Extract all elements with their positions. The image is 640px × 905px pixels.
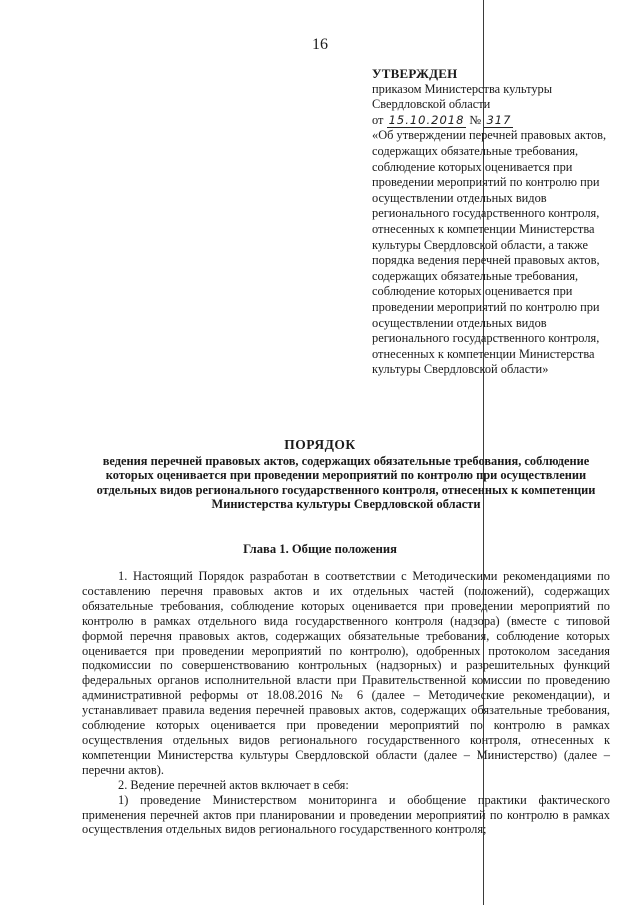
- approval-block: [372, 66, 608, 378]
- approval-about: «Об утверждении перечней правовых актов, содержащих обязательные требования, соблюдение которых оценивается при проведении мероприятий по контролю при осуществлении отдельных видов регионального государственного контроля, отнесенных к компетенции Министерства культуры Свердловской области, а также порядка ведения перечней правовых актов, содержащих обязательные требования, соблюдение которых оценивается при проведении мероприятий по контролю при осуществлении отдельных видов регионального государственного контроля, отнесенных к компетенции Министерства культуры Свердловской области»: [372, 128, 607, 377]
- paragraph-3: 1) проведение Министерством мониторинга и обобщение практики фактического применения перечней актов при планировании и проведении мероприятий по контролю в рамках осуществления отдельных видов регионального государственного контроля;: [82, 792, 610, 837]
- number-label: №: [469, 112, 482, 127]
- page-number: 16: [312, 36, 328, 53]
- approval-date-line: [372, 113, 608, 129]
- approval-region: Свердловской области: [372, 97, 491, 112]
- document-title: ПОРЯДОК: [284, 437, 356, 452]
- chapter-heading: Глава 1. Общие положения: [243, 542, 397, 556]
- document-subtitle: ведения перечней правовых актов, содержащих обязательные требования, соблюдение которых оценивается при проведении мероприятий по контролю при осуществлении отдельных видов регионального государственного контроля, отнесенных к компетенции Министерства культуры Свердловской области: [96, 454, 596, 512]
- handwritten-number: 317: [486, 112, 512, 127]
- paragraph-1: 1. Настоящий Порядок разработан в соответствии с Методическими рекомендациями по составлению перечня правовых актов и их отдельных частей (положений), содержащих обязательные требования, соблюдение которых оценивается при проведении мероприятий по контролю в рамках отдельного вида государственного контроля (надзора) (вместе с типовой формой перечня правовых актов, содержащих обязательные требования, соблюдение которых оценивается при проведении мероприятий по контролю), одобренных протоколом заседания подкомиссии по совершенствованию контрольных (надзорных) и разрешительных функций федеральных органов исполнительной власти при Правительственной комиссии по проведению административной реформы от 18.08.2016 № 6 (далее – Методические рекомендации), и устанавливает правила ведения перечней правовых актов, содержащих обязательные требования, соблюдение которых оценивается при проведении мероприятий по контролю в рамках осуществления отдельных видов регионального государственного контроля, отнесенных к компетенции Министерства культуры Свердловской области (далее – Министерство) (далее – перечни актов).: [82, 569, 610, 777]
- body-text: [82, 569, 610, 837]
- approval-order-line: приказом Министерства культуры: [372, 81, 553, 96]
- handwritten-date: 15.10.2018: [388, 112, 465, 127]
- paragraph-2: 2. Ведение перечней актов включает в себя:: [118, 777, 349, 792]
- approval-stamp: УТВЕРЖДЕН: [372, 66, 458, 81]
- from-label: от: [372, 112, 384, 127]
